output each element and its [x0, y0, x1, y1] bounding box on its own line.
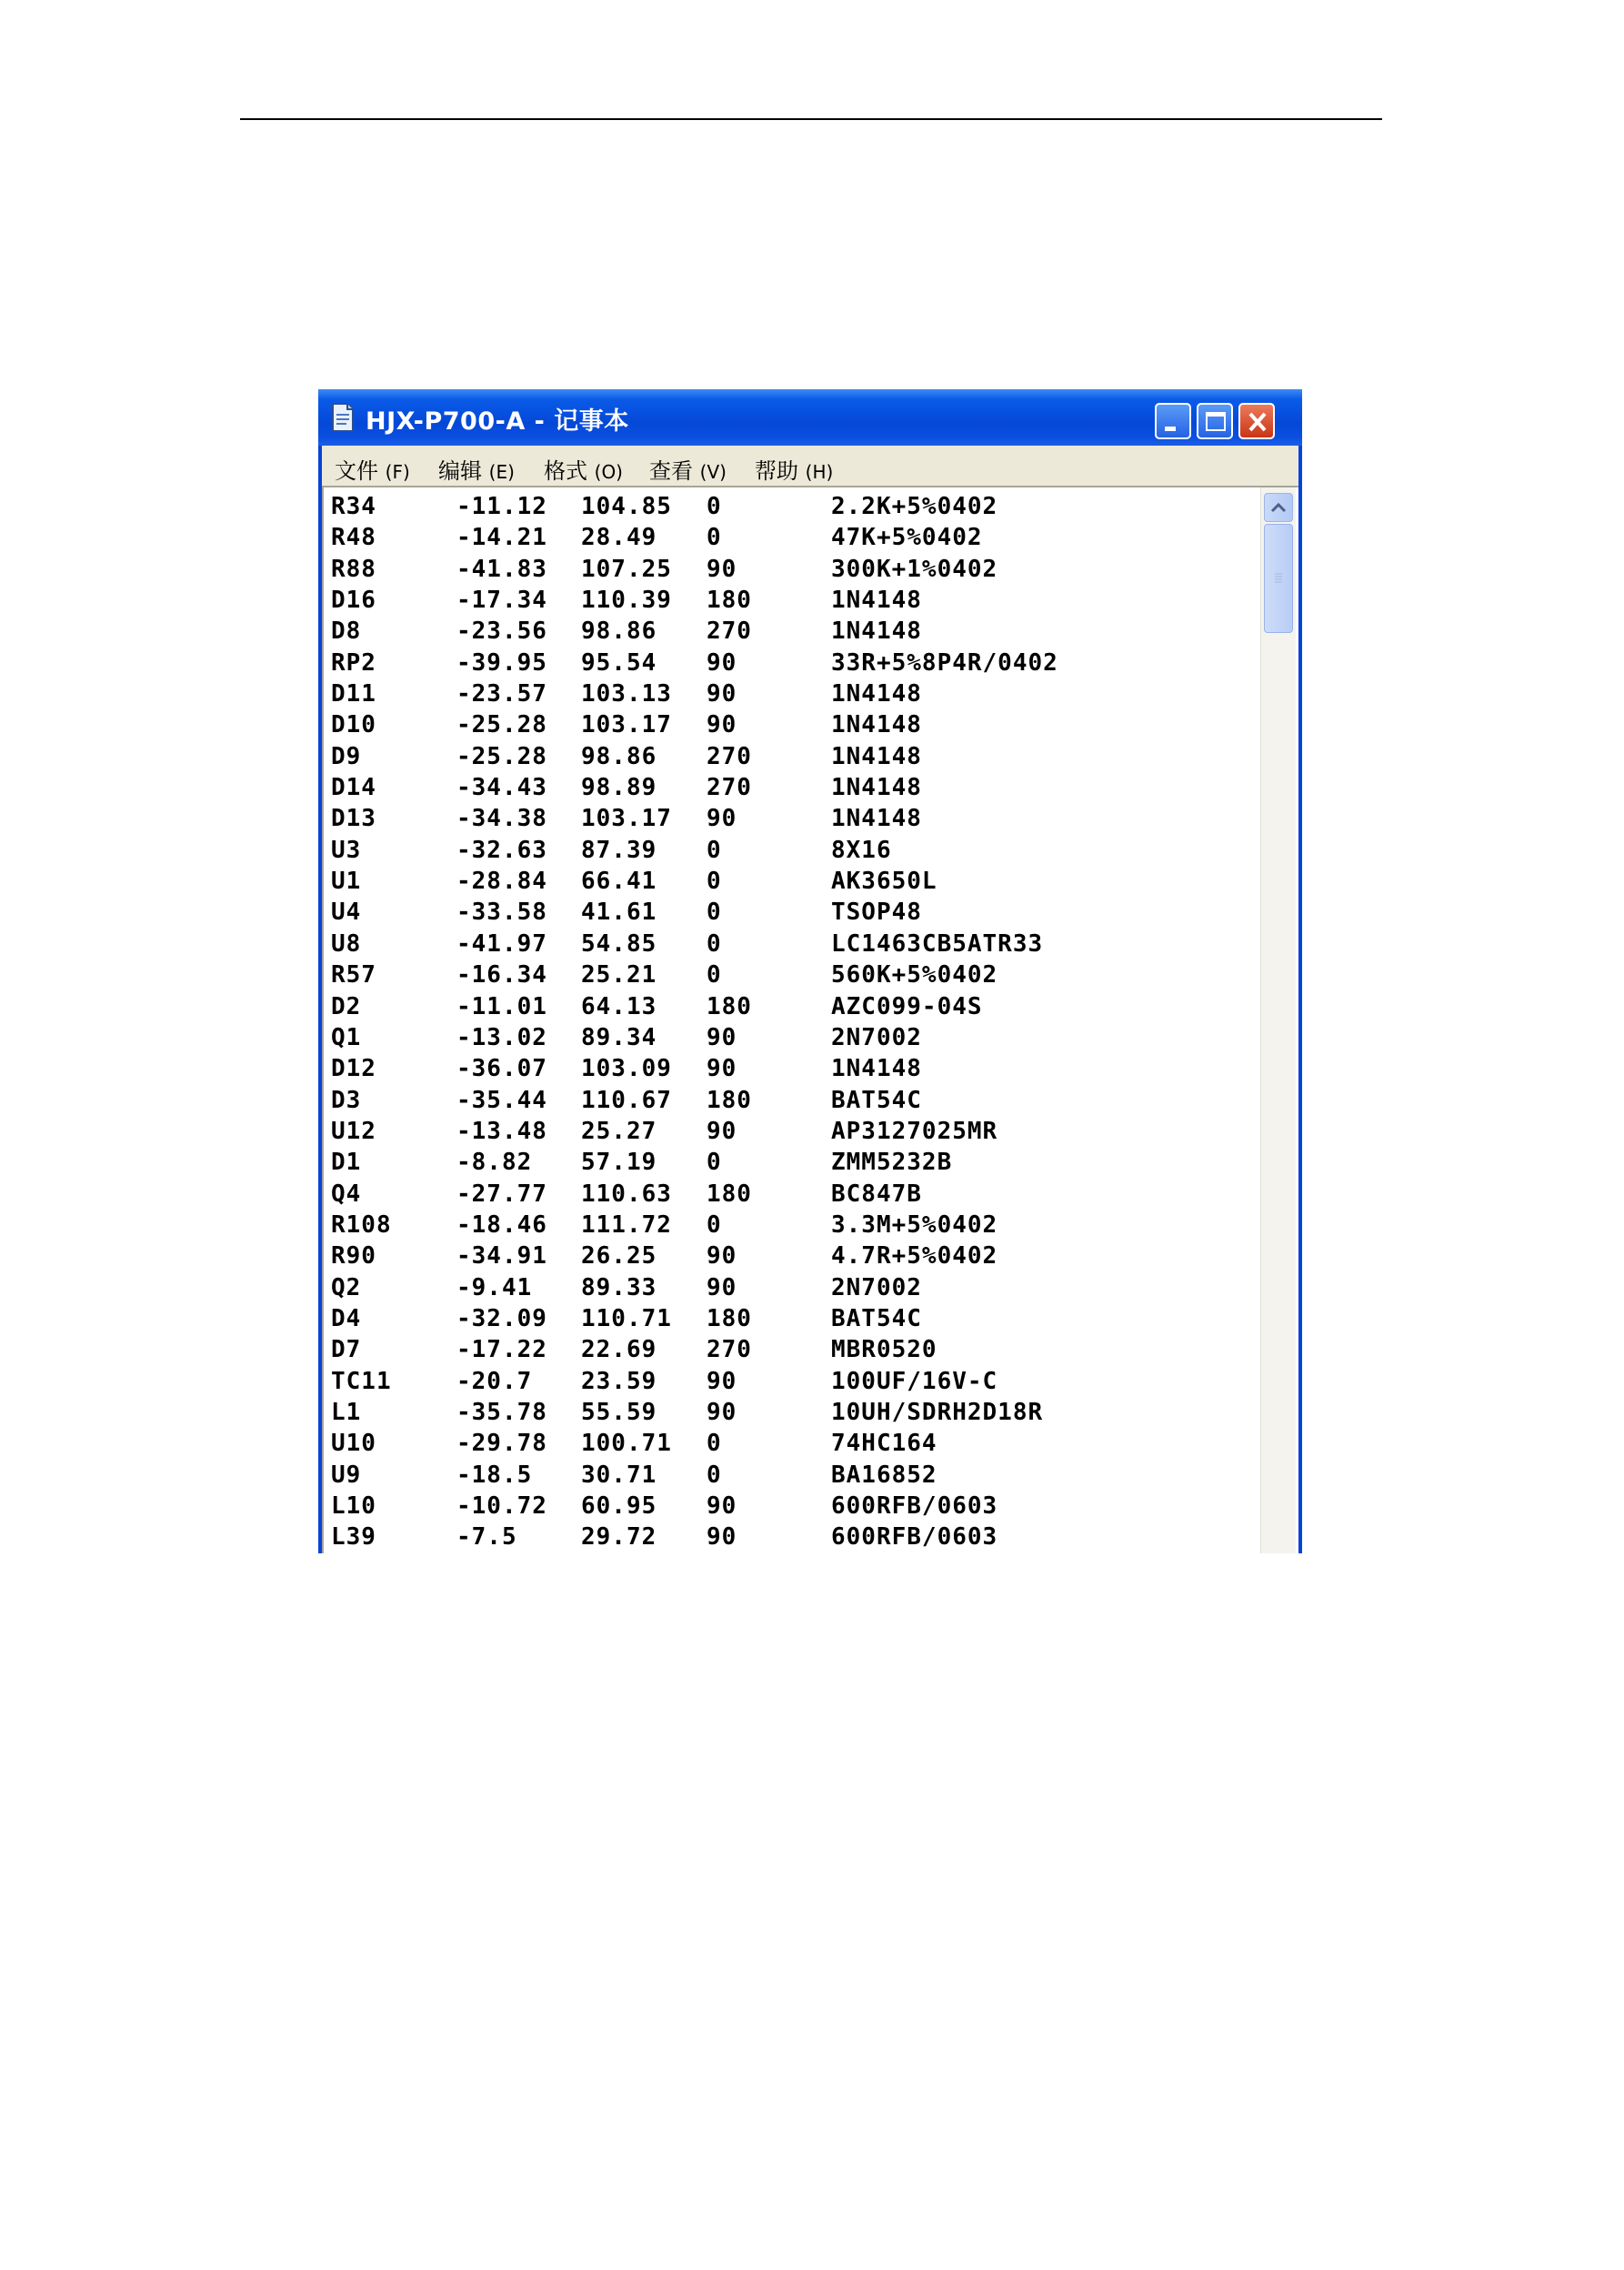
line-y: 25.21: [581, 961, 657, 989]
line-x: -36.07: [456, 1055, 547, 1083]
line-value: 1N4148: [831, 587, 922, 615]
line-y: 22.69: [581, 1336, 657, 1364]
line-x: -8.82: [456, 1149, 533, 1177]
line-y: 26.25: [581, 1242, 657, 1271]
text-line: [331, 491, 1249, 522]
line-x: -9.41: [456, 1273, 533, 1301]
line-rotation: 90: [707, 1523, 737, 1552]
line-y: 64.13: [581, 992, 657, 1020]
menu-view-label: 查看: [649, 458, 693, 484]
text-line: [331, 709, 1249, 740]
line-ref: D7: [331, 1336, 362, 1364]
minimize-icon: [1157, 405, 1193, 441]
line-ref: L1: [331, 1398, 362, 1426]
line-ref: D13: [331, 805, 376, 833]
line-x: -13.48: [456, 1117, 547, 1145]
menu-help-label: 帮助: [755, 458, 798, 484]
line-rotation: 90: [707, 680, 737, 708]
line-rotation: 270: [707, 618, 752, 646]
menu-file[interactable]: [335, 453, 410, 485]
line-rotation: 90: [707, 1398, 737, 1426]
line-rotation: 90: [707, 1242, 737, 1271]
close-icon: [1240, 405, 1277, 441]
line-y: 103.17: [581, 711, 672, 739]
text-line: [331, 1397, 1249, 1428]
line-rotation: 90: [707, 1492, 737, 1520]
line-x: -18.5: [456, 1461, 533, 1489]
line-ref: L10: [331, 1492, 376, 1520]
line-rotation: 0: [707, 899, 722, 927]
line-value: AP3127025MR: [831, 1117, 998, 1145]
text-line: [331, 1491, 1249, 1522]
line-value: BAT54C: [831, 1086, 922, 1114]
line-ref: D12: [331, 1055, 376, 1083]
text-line: [331, 929, 1249, 959]
line-y: 104.85: [581, 493, 672, 520]
line-y: 29.72: [581, 1523, 657, 1552]
line-rotation: 90: [707, 711, 737, 739]
line-ref: R108: [331, 1210, 392, 1239]
line-rotation: 0: [707, 836, 722, 864]
line-rotation: 90: [707, 555, 737, 583]
line-y: 89.33: [581, 1273, 657, 1301]
line-y: 87.39: [581, 836, 657, 864]
line-value: 2N7002: [831, 1023, 922, 1051]
line-rotation: 0: [707, 493, 722, 520]
line-x: -34.38: [456, 805, 547, 833]
line-x: -7.5: [456, 1523, 517, 1552]
line-ref: RP2: [331, 648, 376, 677]
menu-help[interactable]: [755, 453, 833, 485]
line-value: 2.2K+5%0402: [831, 493, 998, 520]
line-y: 66.41: [581, 868, 657, 896]
line-x: -33.58: [456, 899, 547, 927]
line-value: 3.3M+5%0402: [831, 1210, 998, 1239]
line-y: 98.86: [581, 742, 657, 770]
line-rotation: 90: [707, 1023, 737, 1051]
line-ref: R34: [331, 493, 376, 520]
scroll-up-button[interactable]: [1264, 493, 1293, 522]
line-y: 89.34: [581, 1023, 657, 1051]
maximize-button[interactable]: [1197, 403, 1233, 439]
line-x: -32.09: [456, 1304, 547, 1332]
line-y: 111.72: [581, 1210, 672, 1239]
text-line: [331, 648, 1249, 678]
text-line: [331, 772, 1249, 803]
line-y: 30.71: [581, 1461, 657, 1489]
line-y: 103.17: [581, 805, 672, 833]
text-line: [331, 741, 1249, 772]
line-value: 2N7002: [831, 1273, 922, 1301]
text-line: [331, 585, 1249, 616]
line-value: 8X16: [831, 836, 892, 864]
line-x: -14.21: [456, 524, 547, 552]
line-rotation: 0: [707, 961, 722, 989]
line-y: 110.63: [581, 1180, 672, 1208]
line-value: 74HC164: [831, 1430, 937, 1458]
line-rotation: 180: [707, 1086, 752, 1114]
line-x: -11.12: [456, 493, 547, 520]
line-rotation: 180: [707, 992, 752, 1020]
minimize-button[interactable]: [1155, 403, 1191, 439]
line-x: -27.77: [456, 1180, 547, 1208]
line-rotation: 90: [707, 805, 737, 833]
vertical-scrollbar[interactable]: [1260, 487, 1296, 1553]
line-rotation: 270: [707, 1336, 752, 1364]
line-ref: D2: [331, 992, 362, 1020]
line-value: 300K+1%0402: [831, 555, 998, 583]
text-line: [331, 1366, 1249, 1397]
line-ref: L39: [331, 1523, 376, 1552]
text-line: [331, 1240, 1249, 1271]
line-ref: D10: [331, 711, 376, 739]
line-value: 4.7R+5%0402: [831, 1242, 998, 1271]
line-rotation: 90: [707, 648, 737, 677]
line-rotation: 0: [707, 1430, 722, 1458]
text-line: [331, 1053, 1249, 1084]
menu-format-label: 格式: [544, 458, 587, 484]
menu-view-accel: (V): [699, 461, 727, 483]
line-y: 60.95: [581, 1492, 657, 1520]
notepad-window: [318, 389, 1302, 1553]
line-rotation: 0: [707, 1149, 722, 1177]
text-line: [331, 959, 1249, 990]
chevron-up-icon: [1265, 494, 1292, 521]
menu-file-accel: (F): [385, 461, 410, 483]
line-y: 98.89: [581, 774, 657, 802]
text-line: [331, 835, 1249, 866]
menu-edit-label: 编辑: [438, 458, 482, 484]
line-x: -23.57: [456, 680, 547, 708]
line-x: -11.01: [456, 992, 547, 1020]
line-rotation: 90: [707, 1055, 737, 1083]
line-x: -25.28: [456, 711, 547, 739]
menu-edit[interactable]: [438, 453, 515, 485]
line-y: 107.25: [581, 555, 672, 583]
line-value: 600RFB/0603: [831, 1523, 998, 1552]
line-ref: TC11: [331, 1367, 392, 1395]
line-ref: R48: [331, 524, 376, 552]
line-rotation: 0: [707, 1461, 722, 1489]
line-y: 110.71: [581, 1304, 672, 1332]
line-value: 47K+5%0402: [831, 524, 983, 552]
line-y: 110.67: [581, 1086, 672, 1114]
maximize-icon: [1198, 405, 1235, 441]
text-editor-area[interactable]: [322, 486, 1298, 1553]
line-rotation: 0: [707, 524, 722, 552]
line-ref: R88: [331, 555, 376, 583]
line-value: 10UH/SDRH2D18R: [831, 1398, 1044, 1426]
menu-format-accel: (O): [594, 461, 623, 483]
line-x: -32.63: [456, 836, 547, 864]
line-ref: D14: [331, 774, 376, 802]
grip-icon: [1265, 525, 1292, 632]
line-ref: D8: [331, 618, 362, 646]
line-rotation: 0: [707, 868, 722, 896]
line-ref: U10: [331, 1430, 376, 1458]
menu-view[interactable]: [649, 453, 727, 485]
line-value: LC1463CB5ATR33: [831, 929, 1044, 958]
line-ref: R90: [331, 1242, 376, 1271]
title-bar[interactable]: [318, 389, 1302, 446]
line-ref: D4: [331, 1304, 362, 1332]
line-ref: U12: [331, 1117, 376, 1145]
notepad-icon: [329, 402, 356, 433]
line-x: -29.78: [456, 1430, 547, 1458]
line-value: AK3650L: [831, 868, 937, 896]
line-rotation: 90: [707, 1117, 737, 1145]
line-x: -28.84: [456, 868, 547, 896]
text-line: [331, 1116, 1249, 1147]
line-x: -41.97: [456, 929, 547, 958]
text-line: [331, 616, 1249, 647]
line-y: 28.49: [581, 524, 657, 552]
text-line: [331, 554, 1249, 585]
line-ref: D3: [331, 1086, 362, 1114]
text-line: [331, 1147, 1249, 1178]
line-rotation: 270: [707, 742, 752, 770]
line-y: 103.13: [581, 680, 672, 708]
line-x: -23.56: [456, 618, 547, 646]
line-y: 54.85: [581, 929, 657, 958]
text-line: [331, 897, 1249, 928]
line-value: 33R+5%8P4R/0402: [831, 648, 1058, 677]
menu-bar: [322, 446, 1298, 487]
line-ref: R57: [331, 961, 376, 989]
line-x: -35.44: [456, 1086, 547, 1114]
line-x: -41.83: [456, 555, 547, 583]
text-line: [331, 866, 1249, 897]
line-x: -17.22: [456, 1336, 547, 1364]
menu-help-accel: (H): [805, 461, 834, 483]
window-title: HJX-P700-A - 记事本: [366, 407, 629, 436]
text-line: [331, 991, 1249, 1022]
line-ref: U4: [331, 899, 362, 927]
menu-format[interactable]: [544, 453, 623, 485]
text-line: [331, 522, 1249, 553]
line-ref: U9: [331, 1461, 362, 1489]
line-value: BAT54C: [831, 1304, 922, 1332]
line-ref: Q1: [331, 1023, 362, 1051]
line-value: 1N4148: [831, 1055, 922, 1083]
line-x: -34.43: [456, 774, 547, 802]
line-y: 103.09: [581, 1055, 672, 1083]
line-x: -39.95: [456, 648, 547, 677]
line-value: AZC099-04S: [831, 992, 983, 1020]
line-y: 98.86: [581, 618, 657, 646]
text-line: [331, 803, 1249, 834]
line-value: TSOP48: [831, 899, 922, 927]
line-x: -13.02: [456, 1023, 547, 1051]
line-x: -35.78: [456, 1398, 547, 1426]
line-value: BC847B: [831, 1180, 922, 1208]
text-line: [331, 1428, 1249, 1459]
line-y: 23.59: [581, 1367, 657, 1395]
line-rotation: 180: [707, 1304, 752, 1332]
text-line: [331, 1272, 1249, 1303]
line-value: 1N4148: [831, 774, 922, 802]
line-y: 25.27: [581, 1117, 657, 1145]
line-ref: D9: [331, 742, 362, 770]
line-y: 57.19: [581, 1149, 657, 1177]
line-value: 1N4148: [831, 711, 922, 739]
line-ref: U1: [331, 868, 362, 896]
line-ref: D1: [331, 1149, 362, 1177]
line-value: 560K+5%0402: [831, 961, 998, 989]
line-rotation: 0: [707, 929, 722, 958]
close-button[interactable]: [1238, 403, 1275, 439]
line-ref: U3: [331, 836, 362, 864]
line-y: 110.39: [581, 587, 672, 615]
line-y: 55.59: [581, 1398, 657, 1426]
line-rotation: 90: [707, 1367, 737, 1395]
line-x: -10.72: [456, 1492, 547, 1520]
line-y: 41.61: [581, 899, 657, 927]
line-ref: U8: [331, 929, 362, 958]
text-line: [331, 1522, 1249, 1552]
line-value: ZMM5232B: [831, 1149, 953, 1177]
line-x: -17.34: [456, 587, 547, 615]
line-rotation: 180: [707, 587, 752, 615]
text-line: [331, 678, 1249, 709]
scroll-thumb[interactable]: [1264, 524, 1293, 633]
text-line: [331, 1303, 1249, 1334]
text-line: [331, 1210, 1249, 1240]
line-ref: Q4: [331, 1180, 362, 1208]
text-line: [331, 1460, 1249, 1491]
line-ref: D11: [331, 680, 376, 708]
line-value: 600RFB/0603: [831, 1492, 998, 1520]
page-header-rule: [240, 118, 1382, 120]
line-y: 95.54: [581, 648, 657, 677]
text-line: [331, 1334, 1249, 1365]
line-rotation: 180: [707, 1180, 752, 1208]
line-value: 1N4148: [831, 680, 922, 708]
line-x: -18.46: [456, 1210, 547, 1239]
text-line: [331, 1022, 1249, 1053]
line-x: -25.28: [456, 742, 547, 770]
line-value: 100UF/16V-C: [831, 1367, 998, 1395]
line-rotation: 270: [707, 774, 752, 802]
line-value: MBR0520: [831, 1336, 937, 1364]
line-ref: D16: [331, 587, 376, 615]
line-x: -34.91: [456, 1242, 547, 1271]
line-y: 100.71: [581, 1430, 672, 1458]
line-value: 1N4148: [831, 742, 922, 770]
line-ref: Q2: [331, 1273, 362, 1301]
line-rotation: 0: [707, 1210, 722, 1239]
line-rotation: 90: [707, 1273, 737, 1301]
text-line: [331, 1179, 1249, 1210]
line-value: BA16852: [831, 1461, 937, 1489]
line-x: -16.34: [456, 961, 547, 989]
line-value: 1N4148: [831, 618, 922, 646]
line-value: 1N4148: [831, 805, 922, 833]
text-lines: [331, 491, 1249, 1553]
text-line: [331, 1085, 1249, 1116]
line-x: -20.7: [456, 1367, 533, 1395]
menu-file-label: 文件: [335, 458, 378, 484]
menu-edit-accel: (E): [488, 461, 515, 483]
